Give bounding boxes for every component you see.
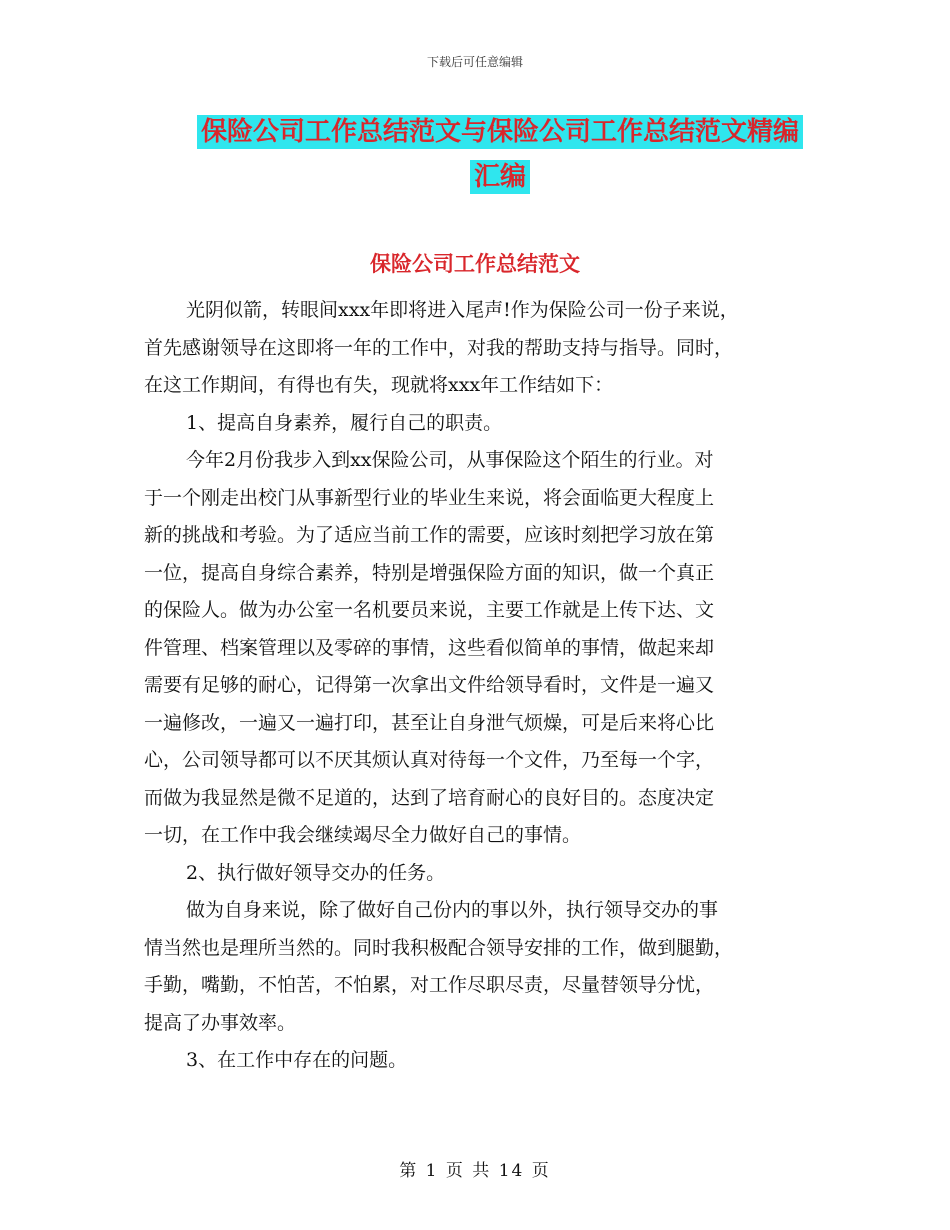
text-line: 新的挑战和考验。为了适应当前工作的需要，应该时刻把学习放在第 bbox=[144, 524, 715, 546]
document-title-line-2: 汇编 bbox=[470, 160, 530, 194]
text-line: 一切，在工作中我会继续竭尽全力做好自己的事情。 bbox=[144, 824, 582, 846]
text-line: 做为自身来说，除了做好自己份内的事以外，执行领导交办的事 bbox=[186, 899, 719, 921]
text-line: 的保险人。做为办公室一名机要员来说，主要工作就是上传下达、文 bbox=[144, 599, 715, 621]
text-line: 一位，提高自身综合素养，特别是增强保险方面的知识，做一个真正 bbox=[144, 561, 715, 584]
text-line: 光阴似箭，转眼间xxx年即将进入尾声!作为保险公司一份子来说， bbox=[186, 299, 739, 321]
text-line: 于一个刚走出校门从事新型行业的毕业生来说，将会面临更大程度上 bbox=[144, 486, 715, 509]
header-note: 下载后可任意编辑 bbox=[426, 55, 523, 69]
text-line: 情当然也是理所当然的。同时我积极配合领导安排的工作，做到腿勤， bbox=[144, 936, 734, 959]
text-line: 3、在工作中存在的问题。 bbox=[186, 1049, 408, 1071]
text-line: 首先感谢领导在这即将一年的工作中，对我的帮助支持与指导。同时， bbox=[144, 336, 734, 359]
text-line: 手勤，嘴勤，不怕苦，不怕累，对工作尽职尽责，尽量替领导分忧， bbox=[144, 974, 715, 996]
document-title bbox=[190, 110, 810, 200]
text-line: 心，公司领导都可以不厌其烦认真对待每一个文件，乃至每一个字， bbox=[144, 749, 715, 771]
text-line: 而做为我显然是微不足道的，达到了培育耐心的良好目的。态度决定 bbox=[144, 786, 715, 809]
page-footer: 第 1 页 共 14 页 bbox=[399, 1161, 551, 1181]
text-line: 一遍修改，一遍又一遍打印，甚至让自身泄气烦燥，可是后来将心比 bbox=[144, 711, 715, 734]
text-line: 1、提高自身素养，履行自己的职责。 bbox=[186, 411, 503, 434]
text-line: 在这工作期间，有得也有失，现就将xxx年工作结如下： bbox=[144, 374, 614, 396]
text-line: 件管理、档案管理以及零碎的事情，这些看似简单的事情，做起来却 bbox=[144, 636, 715, 659]
text-line: 2、执行做好领导交办的任务。 bbox=[186, 861, 446, 884]
text-line: 今年2月份我步入到xx保险公司，从事保险这个陌生的行业。对 bbox=[186, 449, 714, 471]
text-line: 需要有足够的耐心，记得第一次拿出文件给领导看时，文件是一遍又 bbox=[144, 674, 715, 696]
section-title: 保险公司工作总结范文 bbox=[370, 252, 580, 276]
document-title-line-1: 保险公司工作总结范文与保险公司工作总结范文精编 bbox=[197, 115, 803, 149]
text-line: 提高了办事效率。 bbox=[144, 1011, 297, 1034]
document-body bbox=[144, 292, 824, 1080]
